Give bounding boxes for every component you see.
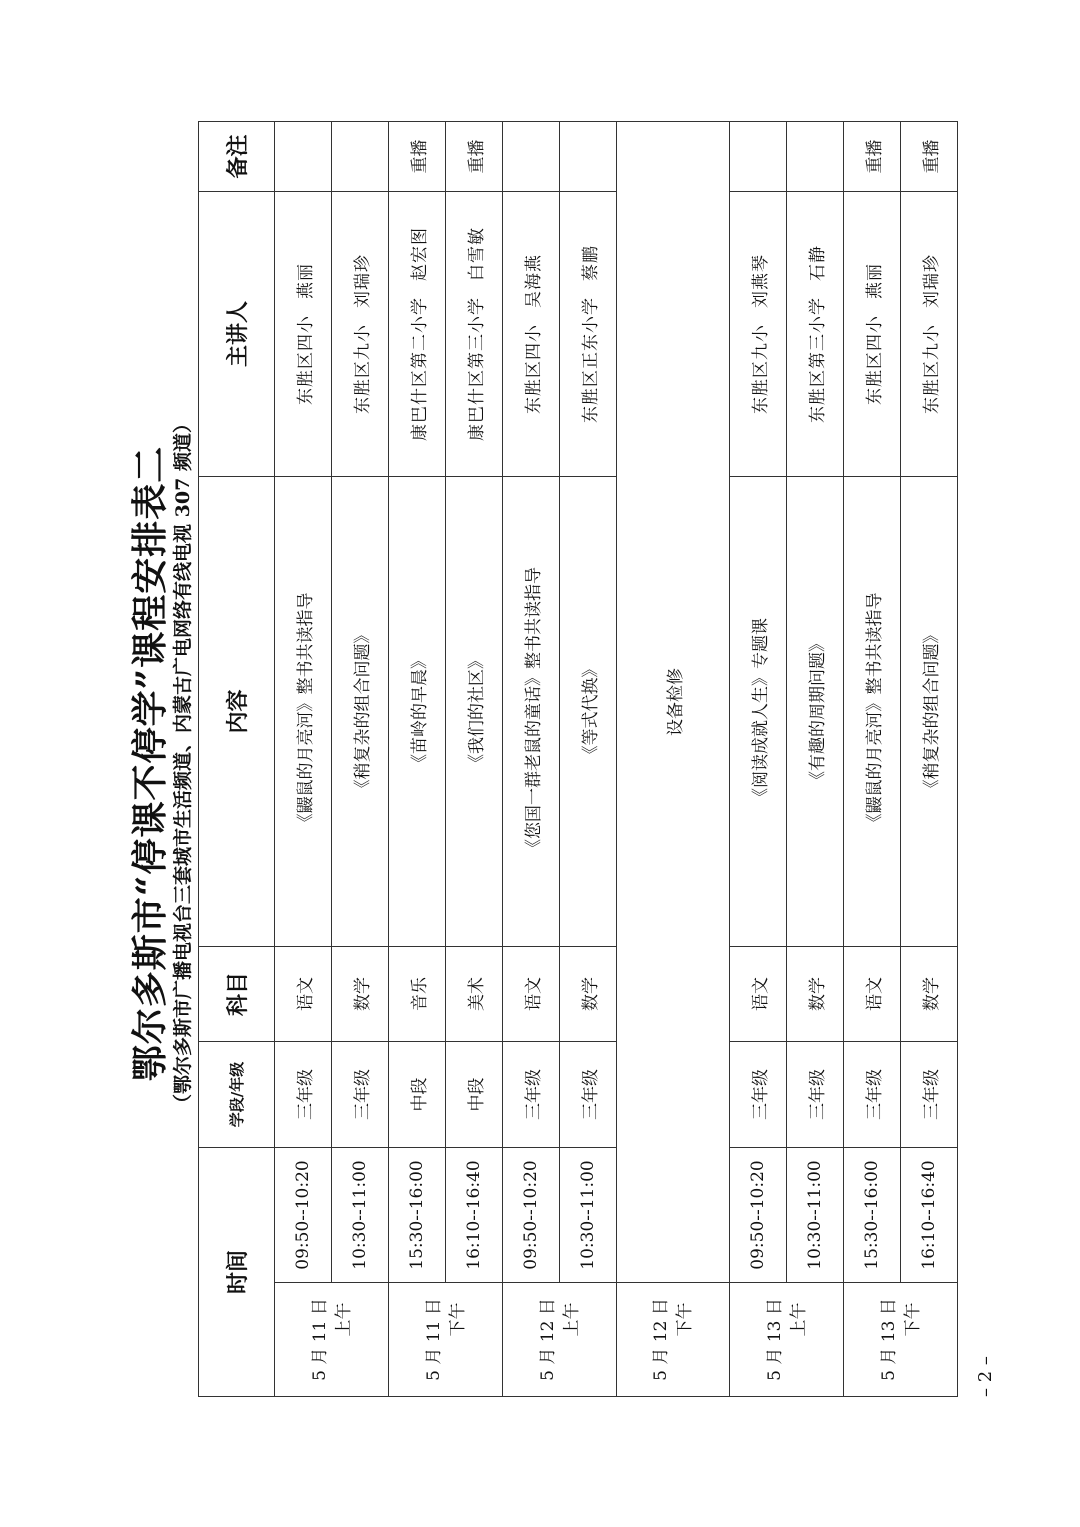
subject-cell: 数学 [787, 946, 844, 1041]
speaker-teacher: 刘燕琴 [750, 253, 771, 308]
grade-cell: 三年级 [332, 1041, 389, 1147]
subject-cell: 美术 [446, 946, 503, 1041]
table-row [730, 121, 787, 1396]
header-row [199, 121, 275, 1396]
speaker-teacher: 刘瑞珍 [921, 253, 942, 308]
remark-cell [332, 121, 389, 191]
subject-cell: 语文 [503, 946, 560, 1041]
speaker-cell [730, 191, 787, 476]
grade-cell: 三年级 [901, 1041, 958, 1147]
content-cell: 《鼹鼠的月亮河》整书共读指导 [275, 476, 332, 946]
speaker-teacher: 燕丽 [295, 262, 316, 299]
speaker-cell [389, 191, 446, 476]
time-cell: 15:30--16:00 [844, 1147, 901, 1282]
table-row [844, 121, 901, 1396]
table-row [332, 121, 389, 1396]
header-time: 时间 [199, 1147, 275, 1396]
period-label: 下午 [675, 1302, 695, 1337]
period-label: 下午 [902, 1302, 923, 1337]
subject-cell: 数学 [560, 946, 617, 1041]
date-cell [389, 1283, 503, 1397]
table-row [560, 121, 617, 1396]
content-cell: 《您国一群老鼠的童话》整书共读指导 [503, 476, 560, 946]
header-grade: 学段/年级 [199, 1041, 275, 1147]
remark-cell [503, 121, 560, 191]
date-cell [730, 1283, 844, 1397]
period-label: 下午 [447, 1302, 468, 1337]
remark-cell: 重播 [389, 121, 446, 191]
time-cell: 16:10--16:40 [446, 1147, 503, 1282]
speaker-cell [503, 191, 560, 476]
date-label: 5 月 13 日 [878, 1298, 899, 1381]
time-cell: 10:30--11:00 [560, 1147, 617, 1282]
table-row [275, 121, 332, 1396]
remark-cell [560, 121, 617, 191]
speaker-teacher: 白雪敏 [466, 226, 487, 281]
remark-cell: 重播 [446, 121, 503, 191]
speaker-cell [901, 191, 958, 476]
remark-cell: 重播 [901, 121, 958, 191]
date-cell [275, 1283, 389, 1397]
date-label: 5 月 11 日 [423, 1298, 444, 1381]
remark-cell [275, 121, 332, 191]
header-subject: 科目 [199, 946, 275, 1041]
table-row [389, 121, 446, 1396]
date-cell [844, 1283, 958, 1397]
table-row [901, 121, 958, 1396]
speaker-teacher: 石静 [807, 244, 828, 281]
grade-cell: 三年级 [503, 1041, 560, 1147]
time-cell: 10:30--11:00 [332, 1147, 389, 1282]
speaker-school: 东胜区四小 [864, 314, 885, 405]
speaker-school: 东胜区九小 [750, 323, 771, 414]
speaker-teacher: 吴海燕 [523, 253, 544, 308]
speaker-cell [560, 191, 617, 476]
period-label: 上午 [333, 1302, 354, 1337]
grade-cell: 三年级 [560, 1041, 617, 1147]
content-cell: 《阅读成就人生》专题课 [730, 476, 787, 946]
table-row [617, 121, 730, 1396]
time-cell: 09:50--10:20 [730, 1147, 787, 1282]
table-row [787, 121, 844, 1396]
date-label: 5 月 12 日 [537, 1298, 558, 1381]
time-cell: 09:50--10:20 [503, 1147, 560, 1282]
speaker-cell [844, 191, 901, 476]
date-cell [503, 1283, 617, 1397]
time-cell: 10:30--11:00 [787, 1147, 844, 1282]
speaker-school: 东胜区四小 [523, 323, 544, 414]
subject-cell: 数学 [901, 946, 958, 1041]
content-cell: 《等式代换》 [560, 476, 617, 946]
period-label: 上午 [788, 1302, 809, 1337]
time-cell: 16:10--16:40 [901, 1147, 958, 1282]
remark-cell [730, 121, 787, 191]
date-cell [617, 1283, 730, 1397]
speaker-school: 东胜区四小 [295, 314, 316, 405]
header-content: 内容 [199, 476, 275, 946]
grade-cell: 三年级 [275, 1041, 332, 1147]
grade-cell: 中段 [389, 1041, 446, 1147]
speaker-cell [332, 191, 389, 476]
table-row [503, 121, 560, 1396]
speaker-school: 康巴什区第三小学 [466, 296, 487, 441]
speaker-teacher: 刘瑞珍 [352, 253, 373, 308]
content-cell: 《我们的社区》 [446, 476, 503, 946]
speaker-school: 康巴什区第二小学 [409, 296, 430, 441]
time-cell: 15:30--16:00 [389, 1147, 446, 1282]
subject-cell: 语文 [730, 946, 787, 1041]
content-cell: 《有趣的周期问题》 [787, 476, 844, 946]
content-cell: 《稍复杂的组合问题》 [901, 476, 958, 946]
page-subtitle: （鄂尔多斯市广播电视台三套城市生活频道、内蒙古广电网络有线电视 307 频道） [172, 414, 194, 1113]
speaker-cell [446, 191, 503, 476]
maintenance-cell: 设备检修 [617, 121, 730, 1282]
remark-cell [787, 121, 844, 191]
subject-cell: 数学 [332, 946, 389, 1041]
header-remark: 备注 [199, 121, 275, 191]
speaker-teacher: 赵宏图 [409, 226, 430, 281]
subject-cell: 语文 [275, 946, 332, 1041]
grade-cell: 三年级 [730, 1041, 787, 1147]
date-label: 5 月 13 日 [764, 1298, 785, 1381]
page-number: – 2 – [975, 1356, 996, 1397]
period-label: 上午 [561, 1302, 582, 1337]
schedule-table [198, 121, 958, 1397]
speaker-school: 东胜区正东小学 [580, 296, 601, 423]
speaker-teacher: 燕丽 [864, 262, 885, 299]
grade-cell: 三年级 [787, 1041, 844, 1147]
time-cell: 09:50--10:20 [275, 1147, 332, 1282]
remark-cell: 重播 [844, 121, 901, 191]
header-speaker: 主讲人 [199, 191, 275, 476]
speaker-school: 东胜区九小 [921, 323, 942, 414]
grade-cell: 中段 [446, 1041, 503, 1147]
speaker-school: 东胜区九小 [352, 323, 373, 414]
table-row [446, 121, 503, 1396]
subject-cell: 语文 [844, 946, 901, 1041]
content-cell: 《苗岭的早晨》 [389, 476, 446, 946]
speaker-cell [787, 191, 844, 476]
grade-cell: 三年级 [844, 1041, 901, 1147]
speaker-cell [275, 191, 332, 476]
speaker-teacher: 蔡鹏 [580, 244, 601, 281]
content-cell: 《稍复杂的组合问题》 [332, 476, 389, 946]
subject-cell: 音乐 [389, 946, 446, 1041]
date-label: 5 月 11 日 [309, 1298, 330, 1381]
speaker-school: 东胜区第三小学 [807, 296, 828, 423]
content-cell: 《鼹鼠的月亮河》整书共读指导 [844, 476, 901, 946]
page-title: 鄂尔多斯市“停课不停学”课程安排表二 [129, 445, 171, 1082]
date-label: 5 月 12 日 [651, 1298, 671, 1381]
